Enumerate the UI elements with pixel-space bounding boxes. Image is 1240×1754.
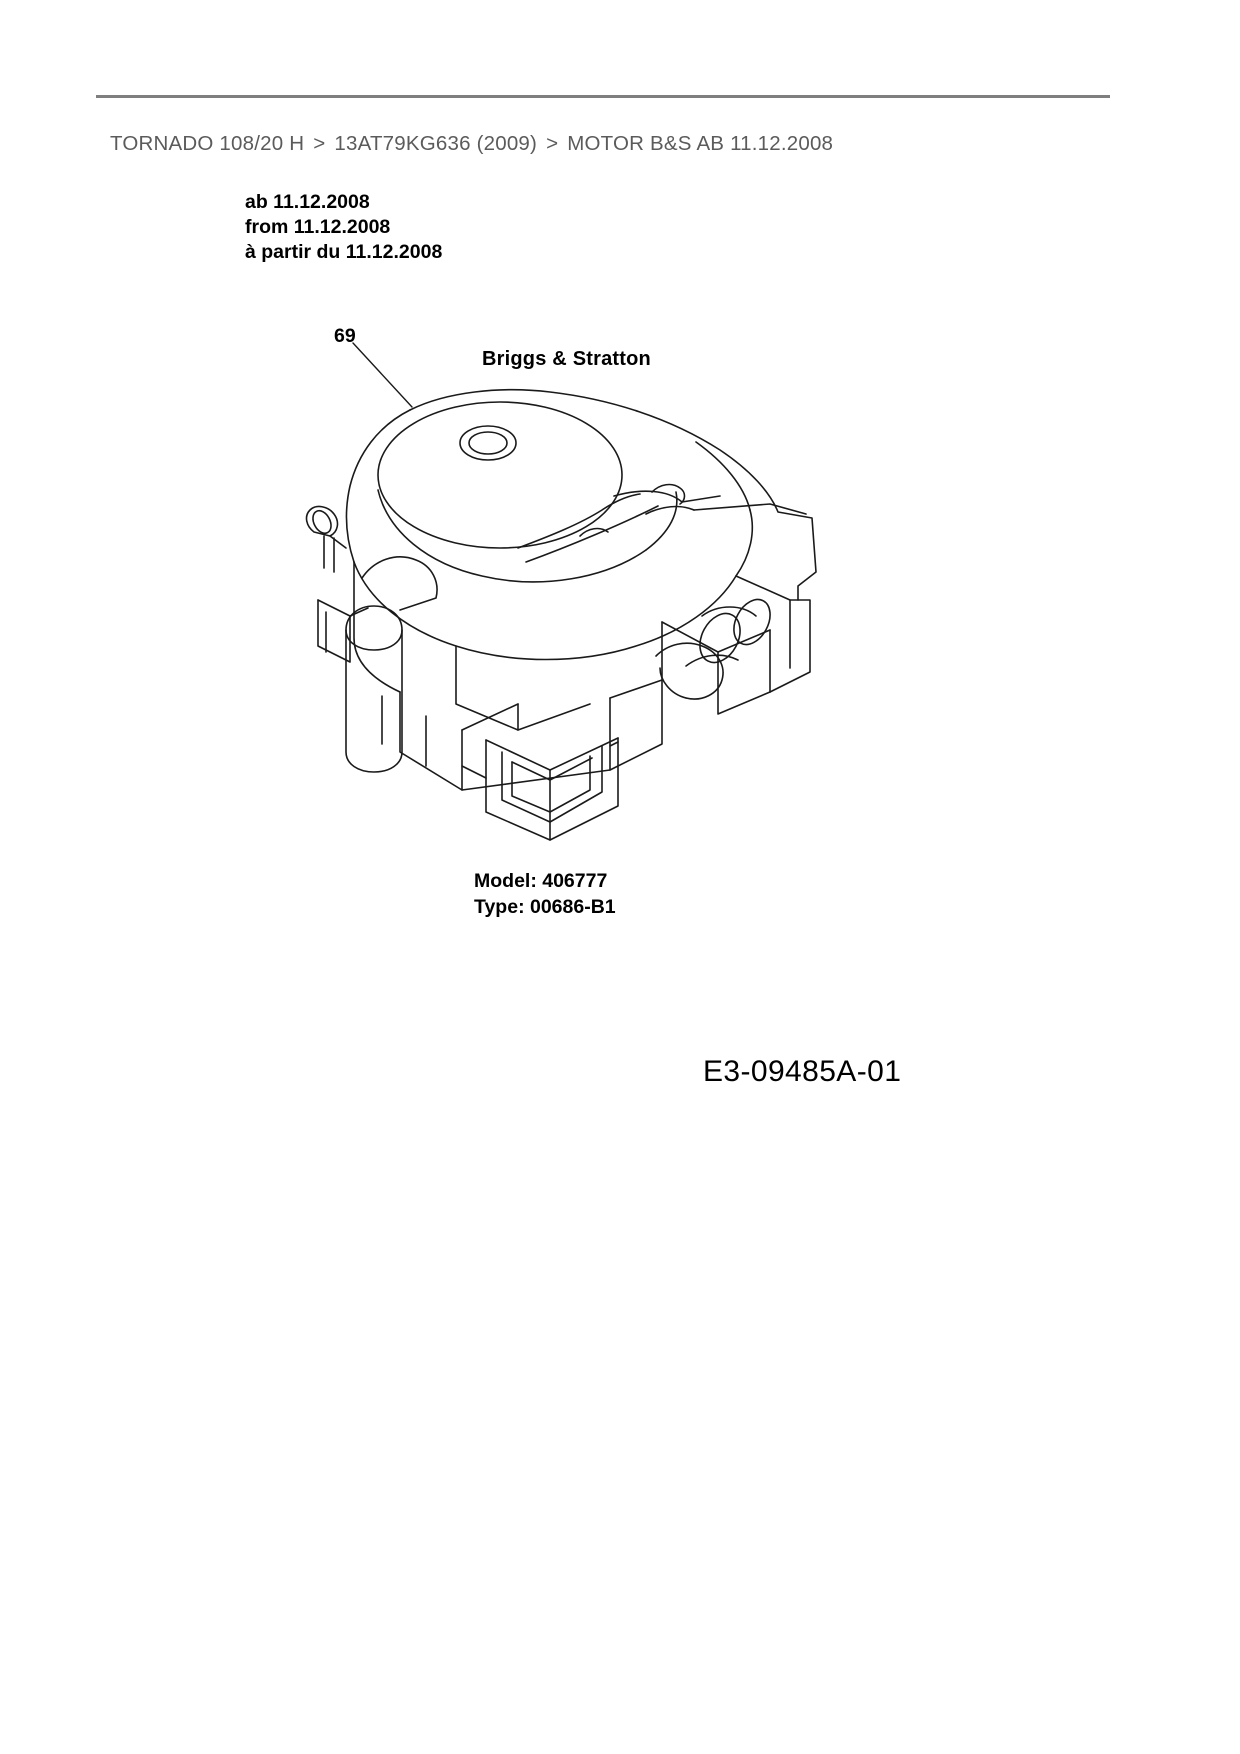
- breadcrumb-separator: >: [313, 132, 326, 155]
- header-divider: [96, 95, 1110, 98]
- engine-type-line: Type: 00686-B1: [474, 896, 616, 918]
- engine-line-drawing: [250, 300, 890, 880]
- engine-model-block: [474, 868, 616, 920]
- breadcrumb: [110, 132, 833, 156]
- breadcrumb-item-section[interactable]: MOTOR B&S AB 11.12.2008: [567, 132, 834, 155]
- callout-number-69: 69: [334, 325, 356, 347]
- breadcrumb-separator: >: [546, 132, 559, 155]
- engine-brand-label: Briggs & Stratton: [482, 348, 651, 370]
- date-note-fr: à partir du 11.12.2008: [245, 241, 443, 263]
- date-note-de: ab 11.12.2008: [245, 191, 370, 213]
- breadcrumb-item-serial[interactable]: 13AT79KG636 (2009): [334, 132, 538, 155]
- breadcrumb-item-model[interactable]: TORNADO 108/20 H: [110, 132, 305, 155]
- drawing-code: E3-09485A-01: [703, 1055, 902, 1088]
- date-note-block: [245, 190, 442, 265]
- date-note-en: from 11.12.2008: [245, 216, 391, 238]
- engine-model-line: Model: 406777: [474, 870, 608, 892]
